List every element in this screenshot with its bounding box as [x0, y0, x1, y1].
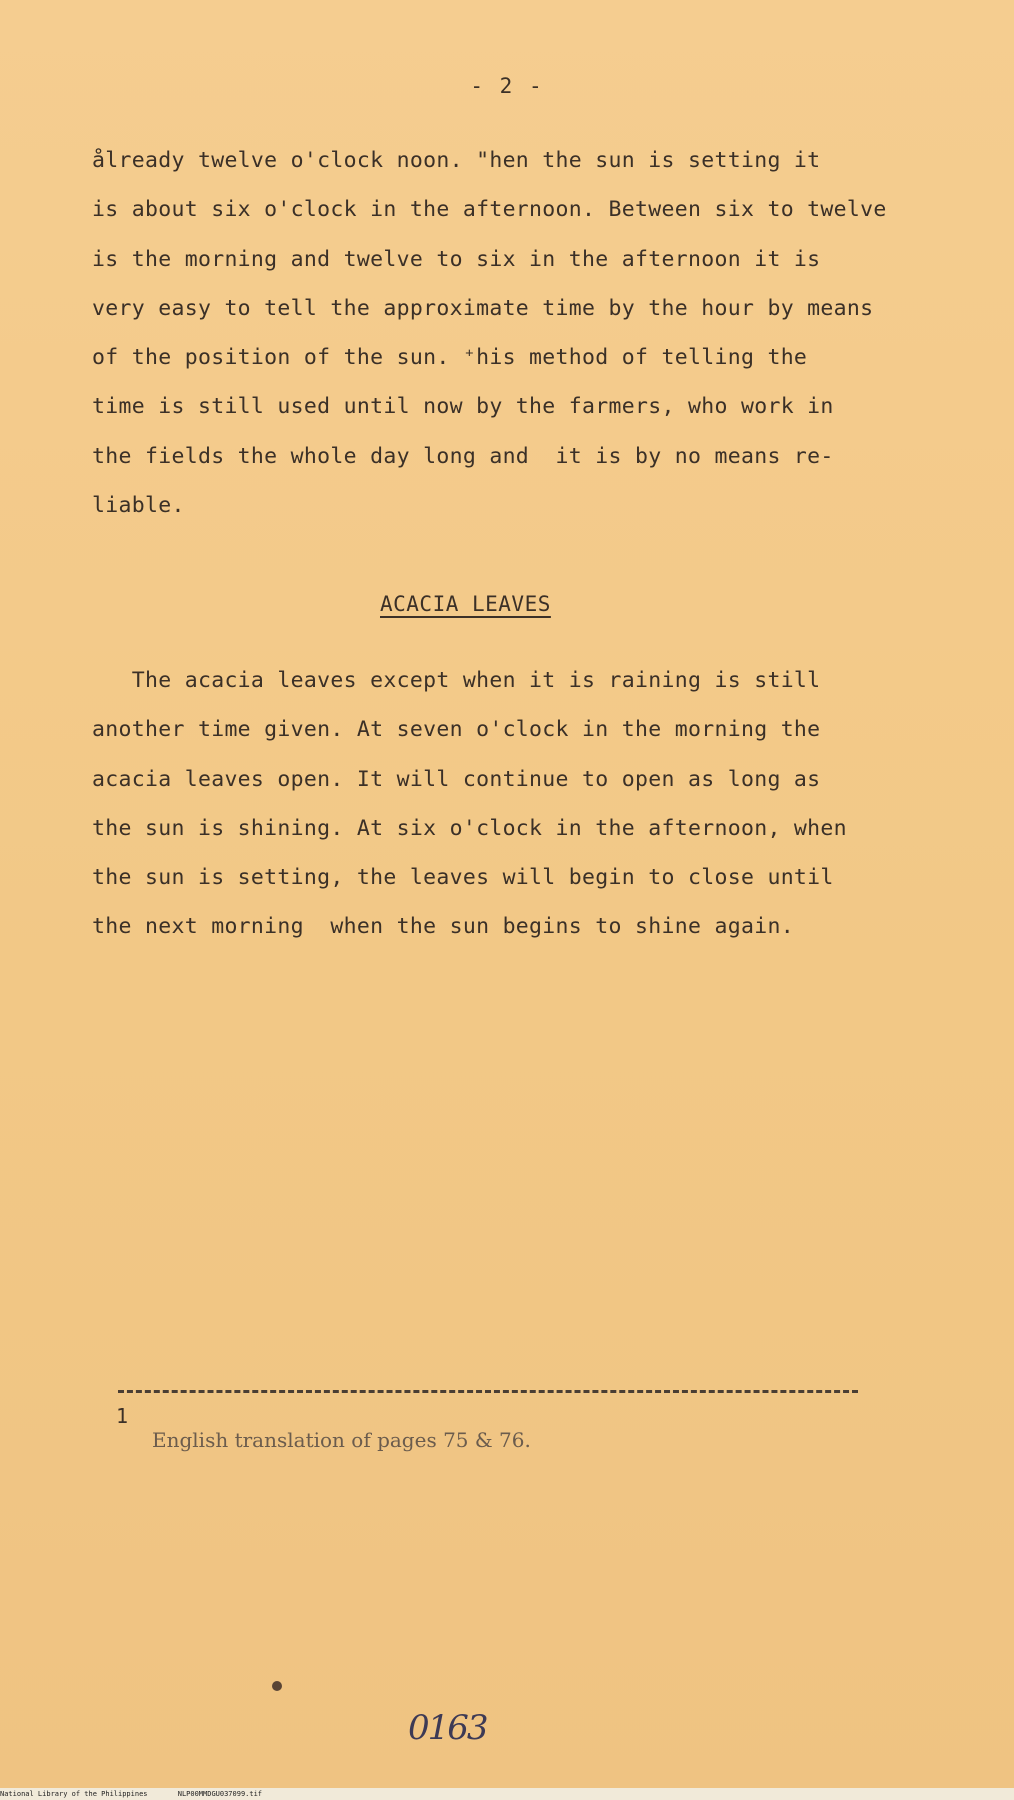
- footnote-text: English translation of pages 75 & 76.: [152, 1428, 531, 1452]
- handwritten-page-number: 0163: [408, 1708, 487, 1748]
- footnote-divider: [118, 1390, 858, 1393]
- footnote-mark: 1: [116, 1404, 129, 1428]
- archive-footer: [0, 1788, 1014, 1800]
- footer-library: National Library of the Philippines: [0, 1790, 148, 1798]
- paragraph-acacia-leaves: The acacia leaves except when it is raining is still another time given. At seven o'clock in the morning the acacia leaves open. It will continue to open as long as the sun is shining. At six o'clock in the afternoon, when the sun is setting, the leaves will begin to close until the next morning when the sun begins to shine again.: [92, 668, 847, 940]
- page-number: - 2 -: [470, 74, 544, 98]
- ink-dot: [272, 1681, 282, 1691]
- footer-filename: NLP00MMDGU037099.tif: [177, 1790, 263, 1798]
- paragraph-sun-time: ålready twelve o'clock noon. "hen the sun is setting it is about six o'clock in the afternoon. Between six to twelve is the morning and twelve to six in the afternoon it is very easy to tell the approximate time by the hour by means of the position of the sun. ⁺his method of telling the time is still used until now by the farmers, who work in the fields the whole day long and it is by no means re- liable.: [92, 148, 887, 519]
- section-heading: ACACIA LEAVES: [380, 592, 551, 616]
